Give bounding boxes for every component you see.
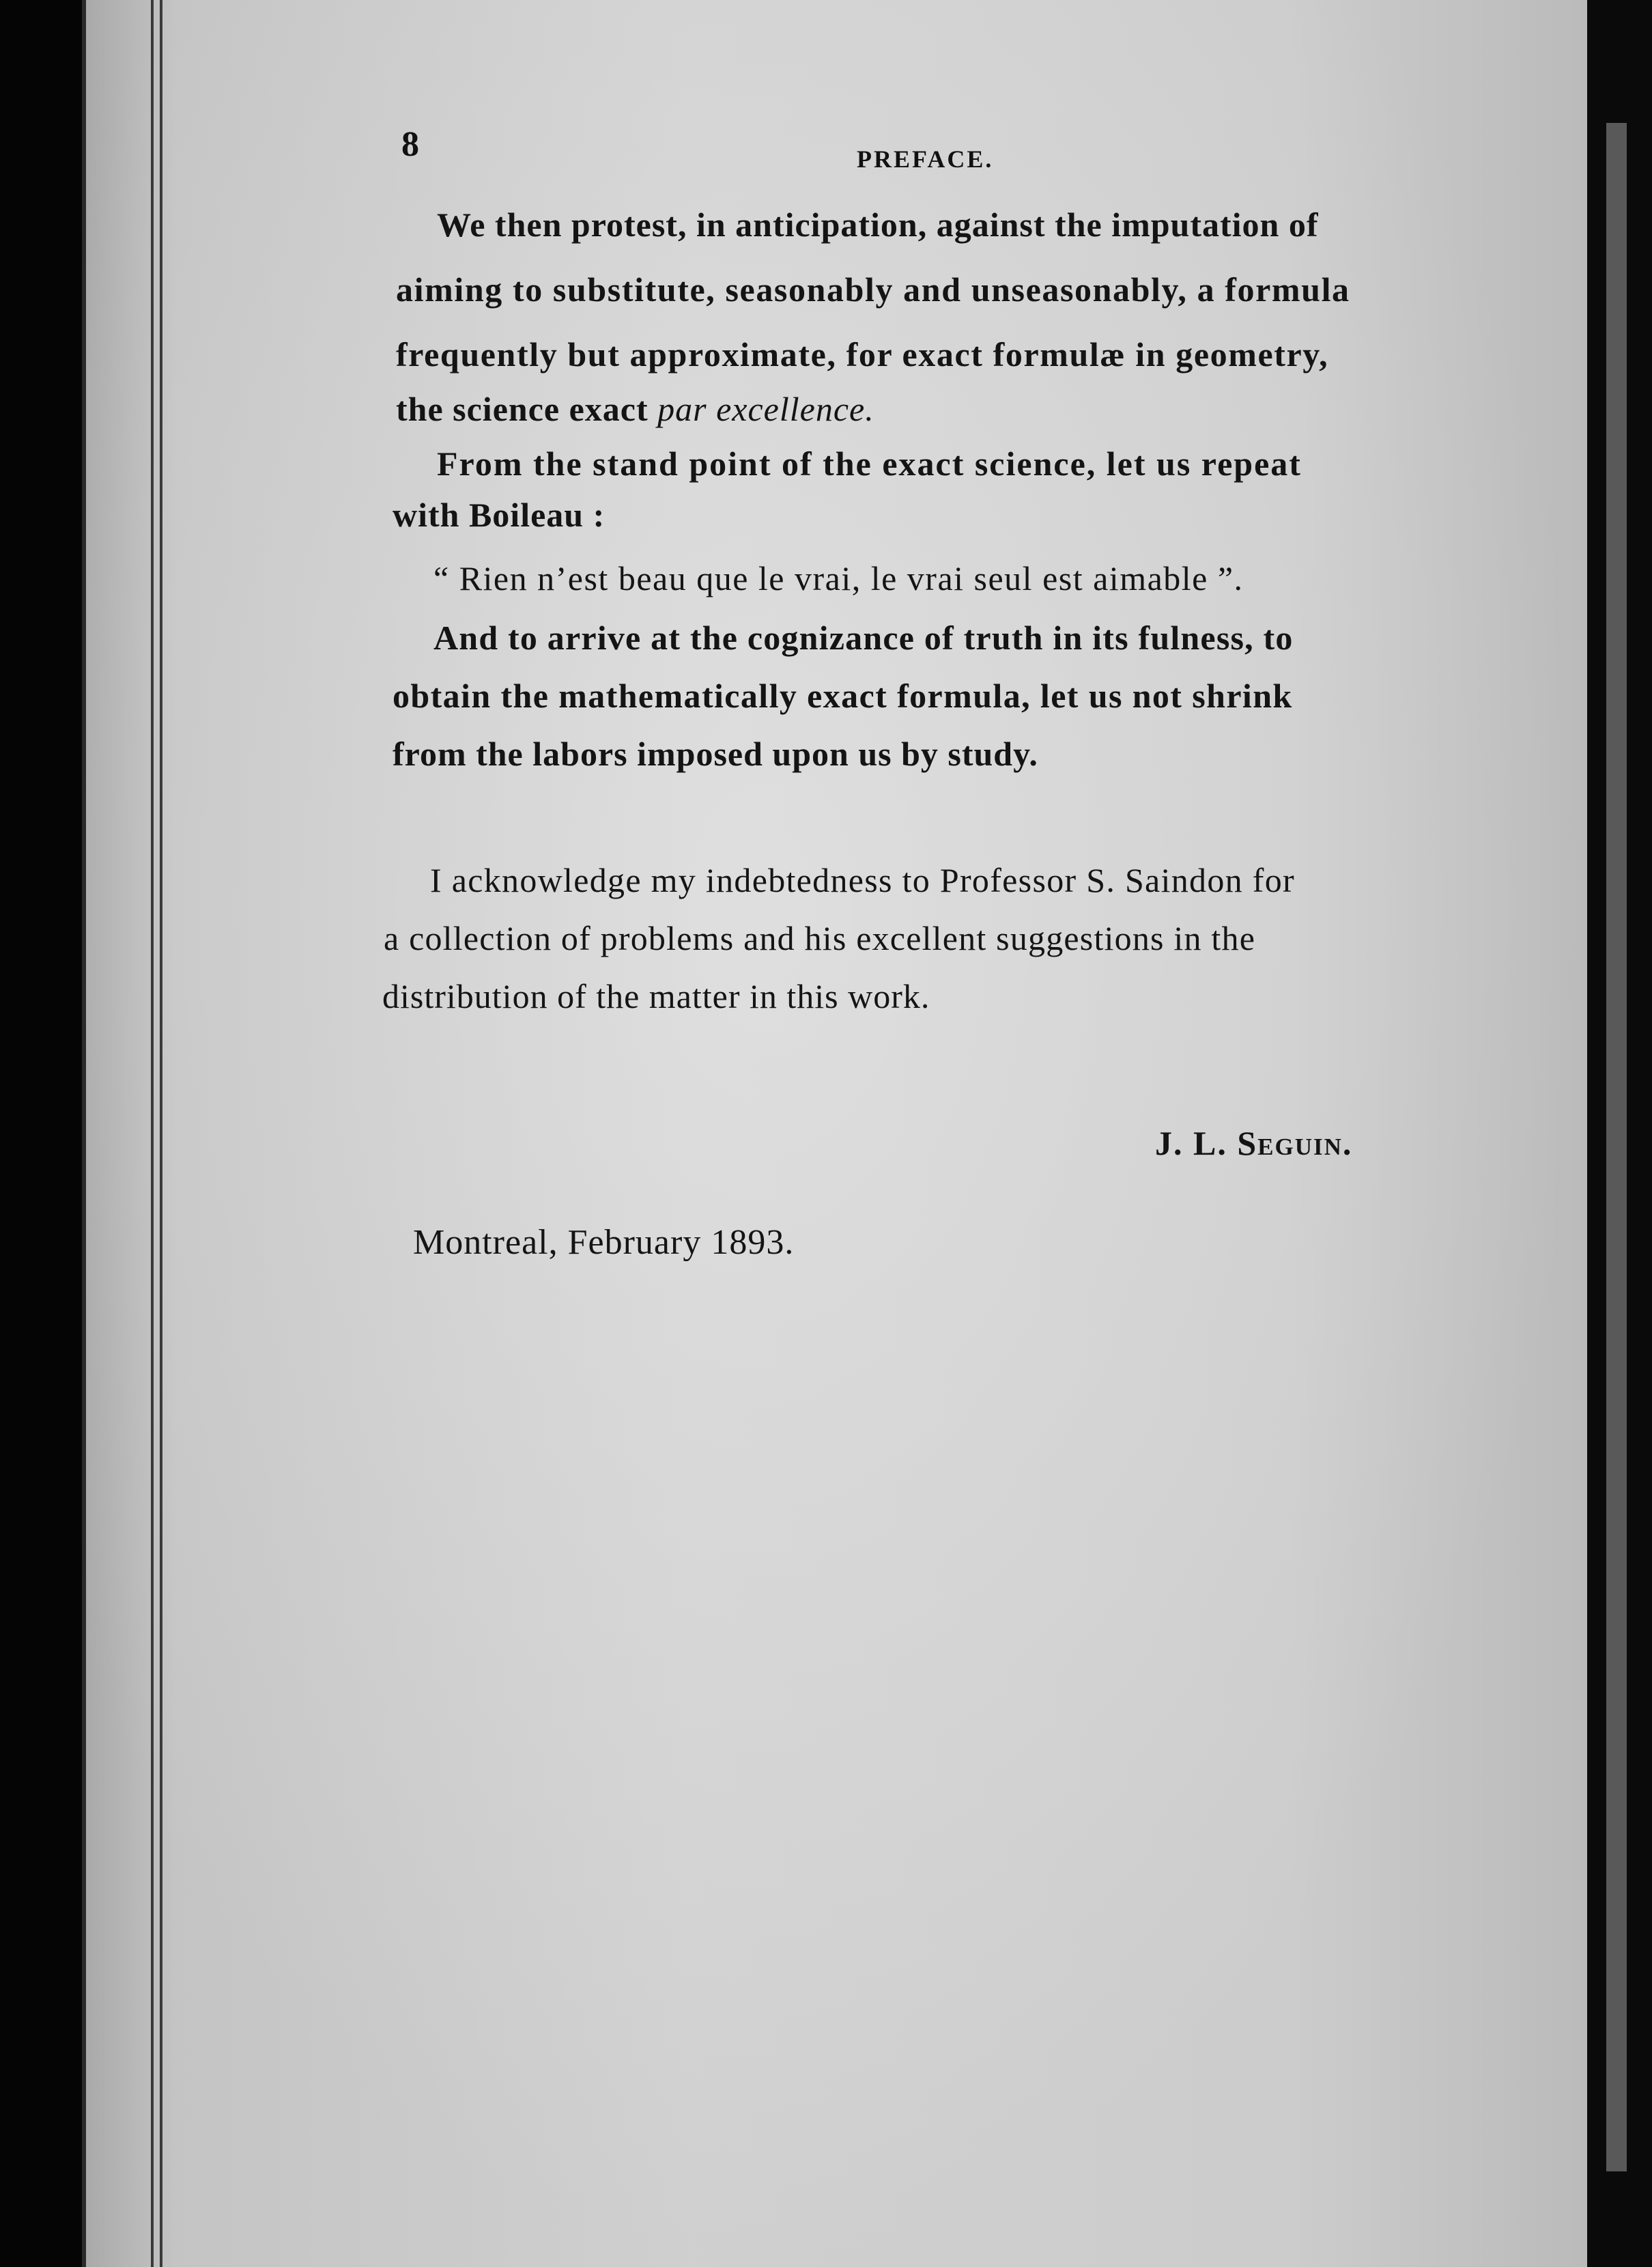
running-header: PREFACE. bbox=[857, 145, 994, 173]
italic-phrase: par excellence. bbox=[657, 390, 874, 428]
page-number: 8 bbox=[401, 125, 419, 164]
dateline: Montreal, February 1893. bbox=[413, 1223, 795, 1262]
adjacent-page-strip bbox=[1587, 0, 1652, 2267]
page-edge-line bbox=[151, 0, 154, 2267]
text-line: with Boileau : bbox=[393, 496, 606, 534]
text-line: frequently but approximate, for exact formulæ in geometry, bbox=[396, 335, 1329, 374]
text-line: obtain the mathematically exact formula, let us not shrink bbox=[393, 677, 1293, 715]
text-line: From the stand point of the exact science, let us repeat bbox=[437, 445, 1302, 483]
text-line: I acknowledge my indebtedness to Professor S. Saindon for bbox=[430, 861, 1295, 899]
text-line: a collection of problems and his excellent suggestions in the bbox=[384, 919, 1256, 957]
text-line: We then protest, in anticipation, against the imputation of bbox=[437, 206, 1319, 244]
adjacent-page-edge bbox=[1606, 123, 1627, 2171]
author-initials: J. L. bbox=[1155, 1124, 1238, 1162]
text-line: aiming to substitute, seasonably and unseasonably, a formula bbox=[396, 270, 1350, 309]
text-line bbox=[396, 389, 874, 429]
author-signature bbox=[1155, 1123, 1352, 1163]
author-surname: Seguin. bbox=[1237, 1124, 1353, 1162]
page-edge-line bbox=[160, 0, 162, 2267]
text-segment: the science exact bbox=[396, 390, 658, 428]
text-line: distribution of the matter in this work. bbox=[382, 977, 930, 1015]
text-line: And to arrive at the cognizance of truth in its fulness, to bbox=[433, 619, 1294, 657]
quotation-line: “ Rien n’est beau que le vrai, le vrai seul est aimable ”. bbox=[433, 559, 1244, 597]
text-line: from the labors imposed upon us by study. bbox=[393, 735, 1038, 773]
